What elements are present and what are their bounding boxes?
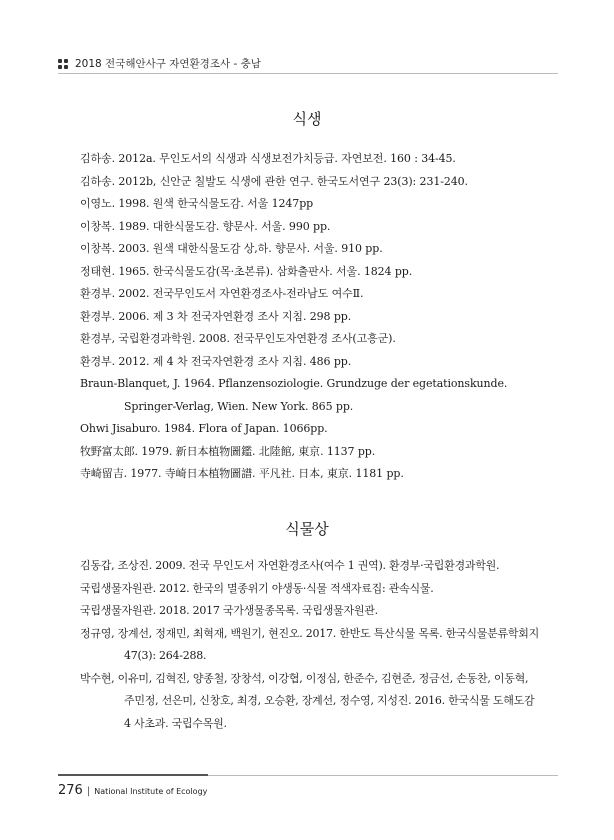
reference-entry: 이창복. 1989. 대한식물도감. 향문사. 서울. 990 pp. (80, 219, 331, 233)
footer-separator: | (86, 786, 91, 797)
reference-entry: 국립생물자원관. 2012. 한국의 멸종위기 야생동·식물 적색자료집: 관속식물. (80, 581, 434, 595)
section-title-vegetation: 식생 (292, 110, 322, 128)
header-title: 2018 전국해안사구 자연환경조사 - 충남 (75, 58, 261, 70)
reference-entry: 국립생물자원관. 2018. 2017 국가생물종목록. 국립생물자원관. (80, 604, 378, 617)
reference-list-flora (80, 555, 540, 735)
reference-entry: 환경부. 2002. 전국무인도서 자연환경조사-전라남도 여수Ⅱ. (80, 287, 364, 300)
institution-name: National Institute of Ecology (94, 787, 208, 796)
reference-entry: 이창복. 2003. 원색 대한식물도감 상,하. 향문사. 서울. 910 pp. (80, 242, 383, 255)
reference-entry: 환경부. 2006. 제 3 차 전국자연환경 조사 지침. 298 pp. (80, 309, 352, 323)
reference-entry: 김하송. 2012b, 신안군 칠발도 식생에 관한 연구. 한국도서연구 23(3): 231-240. (80, 174, 468, 188)
reference-entry: 寺崎留吉. 1977. 寺崎日本植物圖譜. 平凡社. 日本, 東京. 1181 pp. (80, 467, 404, 480)
reference-entry: 정규영, 장계선, 정재민, 최혁재, 백원기, 현진오. 2017. 한반도 특산식물 목록. 한국식물분류학회지 47(3): 264-288. (80, 626, 539, 662)
reference-entry: Braun-Blanquet, J. 1964. Pflanzensoziologie. Grundzuge der egetationskunde. Springer-Verlag, Wien. New York. 865 pp. (80, 377, 508, 413)
header-divider (58, 73, 558, 74)
running-header (58, 56, 558, 71)
reference-entry: Ohwi Jisaburo. 1984. Flora of Japan. 1066pp. (80, 422, 328, 435)
section-title-flora: 식물상 (285, 520, 329, 538)
bullet-squares-icon (58, 59, 68, 69)
reference-entry: 牧野富太郎. 1979. 新日本植物圖鑑. 北陸館, 東京. 1137 pp. (80, 444, 376, 458)
reference-entry: 정태현. 1965. 한국식물도감(목·초본류). 삼화출판사. 서울. 1824 pp. (80, 264, 413, 278)
reference-entry: 환경부, 국립환경과학원. 2008. 전국무인도자연환경 조사(고흥군). (80, 332, 396, 345)
reference-entry: 박수현, 이유미, 김혁진, 양종철, 장창석, 이강협, 이정심, 한준수, 김현준, 정금선, 손동찬, 이동혁, 주민정, 선은미, 신창호, 최경, 오승환, 장계선, 정수영, 지성진. 2016. 한국식물 도해도감 4 사초과. 국립수목원. (80, 671, 535, 730)
page-number: 276 (58, 783, 83, 798)
reference-entry: 이영노. 1998. 원색 한국식물도감. 서울 1247pp (80, 197, 314, 210)
reference-entry: 김하송. 2012a. 무인도서의 식생과 식생보전가치등급. 자연보전. 160 : 34-45. (80, 152, 456, 165)
reference-list-vegetation (80, 148, 540, 486)
reference-entry: 김동갑, 조상진. 2009. 전국 무인도서 자연환경조사(여수 1 권역). 환경부·국립환경과학원. (80, 559, 500, 572)
page-footer (58, 783, 207, 798)
footer-accent-bar (58, 774, 208, 776)
reference-entry: 환경부. 2012. 제 4 차 전국자연환경 조사 지침. 486 pp. (80, 354, 352, 368)
